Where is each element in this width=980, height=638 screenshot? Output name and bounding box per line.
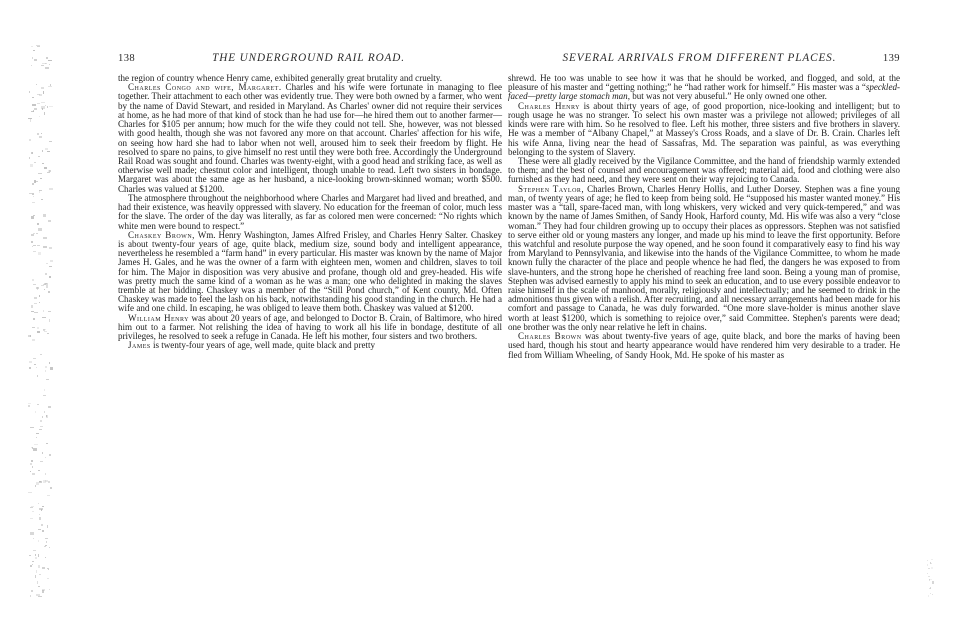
- scan-artifact-dot: [49, 362, 50, 363]
- scan-artifact-dot: [32, 193, 34, 195]
- scan-artifact-dot: [32, 473, 35, 475]
- scan-artifact-dot: [28, 405, 29, 408]
- scan-artifact-dot: [32, 246, 33, 247]
- scan-artifact-dot: [42, 530, 43, 532]
- scan-artifact-dot: [43, 329, 45, 330]
- scan-artifact-dot: [41, 524, 43, 526]
- scan-speckle-edge: [926, 558, 932, 598]
- running-head-title-right: SEVERAL ARRIVALS FROM DIFFERENT PLACES.: [562, 52, 837, 64]
- scan-artifact-dot: [930, 562, 931, 564]
- scan-artifact-dot: [39, 517, 41, 520]
- scan-artifact-dot: [31, 65, 32, 66]
- scan-artifact-dot: [34, 59, 37, 60]
- scan-artifact-dot: [33, 358, 36, 359]
- scan-artifact-dot: [38, 470, 40, 472]
- scan-artifact-dot: [30, 119, 31, 122]
- text-column-right: [508, 74, 900, 360]
- scan-artifact-dot: [46, 379, 49, 380]
- scan-artifact-dot: [28, 118, 32, 119]
- scan-artifact-dot: [36, 45, 40, 46]
- scan-artifact-dot: [28, 403, 30, 404]
- scan-artifact-dot: [41, 87, 44, 89]
- scan-artifact-dot: [45, 105, 47, 106]
- paragraph: Charles Brown was about twenty-five years of age, quite black, and bore the marks of having been used hard, though his stout and hearty appearance would have rendered him very desirable to a trader. He fled from William Wheeling, of Sandy Hook, Md. He spoke of his master as: [508, 331, 900, 360]
- scan-artifact-dot: [31, 234, 35, 236]
- scan-artifact-dot: [37, 46, 39, 47]
- scan-artifact-dot: [41, 65, 45, 67]
- scan-artifact-dot: [33, 215, 35, 217]
- scan-artifact-dot: [931, 563, 932, 564]
- scan-artifact-dot: [45, 63, 47, 64]
- scan-artifact-dot: [41, 102, 44, 103]
- scan-artifact-dot: [43, 284, 45, 285]
- scan-artifact-dot: [44, 389, 45, 391]
- scan-artifact-dot: [32, 279, 35, 280]
- scan-artifact-dot: [30, 595, 31, 597]
- scan-artifact-dot: [34, 444, 38, 445]
- scan-artifact-dot: [39, 429, 42, 430]
- scan-artifact-dot: [42, 163, 43, 164]
- scan-artifact-dot: [42, 567, 45, 570]
- running-head-right: [508, 50, 900, 66]
- scan-artifact-dot: [32, 339, 35, 340]
- scan-artifact-dot: [32, 327, 35, 328]
- scan-artifact-dot: [41, 199, 43, 201]
- scan-artifact-dot: [33, 251, 37, 252]
- scan-artifact-dot: [39, 94, 41, 96]
- scan-artifact-dot: [48, 170, 50, 172]
- scan-artifact-dot: [37, 223, 39, 225]
- scan-artifact-dot: [49, 454, 52, 456]
- scan-artifact-dot: [43, 237, 46, 239]
- scan-artifact-dot: [37, 404, 38, 405]
- scan-artifact-dot: [37, 375, 38, 376]
- scan-artifact-dot: [43, 395, 46, 396]
- scan-artifact-dot: [932, 594, 933, 595]
- paragraph: Charles Henry is about thirty years of age, of good proportion, nice-looking and intelligent; but to rough usage he was no stranger. To select his own master was a privilege not allowed; privileges of all kinds were rare with him. So he resolved to flee. Left his mother, three sisters and five brothers in slavery. He was a member of “Albany Chapel,” at Massey's Cross Roads, and a slave of Dr. B. Crain. Charles left his wife Anna, living near the head of Sassafras, Md. The separation was painful, as was everything belonging to the system of Slavery.: [508, 100, 900, 157]
- scan-artifact-dot: [42, 416, 43, 418]
- scan-artifact-dot: [44, 167, 47, 169]
- scan-artifact-dot: [929, 580, 930, 581]
- scan-artifact-dot: [45, 148, 48, 149]
- scan-artifact-dot: [32, 447, 33, 450]
- scan-artifact-dot: [928, 576, 930, 578]
- running-head-title-left: THE UNDERGROUND RAIL ROAD.: [212, 52, 405, 64]
- scan-artifact-dot: [48, 481, 49, 483]
- scan-artifact-dot: [39, 481, 40, 482]
- name-heading-smallcaps: Stephen Taylor,: [518, 183, 585, 194]
- scan-artifact-dot: [39, 190, 40, 193]
- scan-artifact-dot: [44, 411, 45, 412]
- paragraph: shrewd. He too was unable to see how it was that he should be worked, and flogged, and sold, at the pleasure of his master and “getting nothing;” he “had rather work for himself.” His master was a “speckled-faced—pretty large stomach man, but was not very abuseful.” He only owned one other.: [508, 73, 900, 102]
- italic-quoted-phrase: speckled-faced—pretty large stomach man: [508, 82, 900, 102]
- scan-artifact-dot: [32, 97, 34, 98]
- scan-artifact-dot: [930, 579, 931, 580]
- scan-artifact-dot: [47, 151, 50, 152]
- scan-artifact-dot: [38, 252, 41, 255]
- scan-artifact-dot: [36, 233, 37, 234]
- scan-artifact-dot: [929, 579, 931, 580]
- scan-artifact-dot: [43, 214, 46, 217]
- scan-artifact-dot: [38, 503, 39, 504]
- scan-artifact-dot: [37, 331, 39, 332]
- scan-artifact-dot: [45, 473, 46, 475]
- scan-artifact-dot: [30, 427, 34, 428]
- scan-artifact-dot: [49, 266, 52, 267]
- scan-artifact-dot: [33, 284, 36, 285]
- scan-artifact-dot: [45, 283, 47, 284]
- paragraph: These were all gladly received by the Vigilance Committee, and the hand of friendship warmly extended to them; and the best of counsel and encouragement was offered; material aid, food and clothing were also furnished as they had need, and they were sent on their way rejoicing to Canada.: [508, 155, 900, 185]
- scan-artifact-dot: [46, 541, 47, 543]
- scan-artifact-dot: [33, 50, 35, 51]
- scan-artifact-dot: [43, 310, 44, 311]
- scan-artifact-dot: [34, 297, 38, 299]
- scan-artifact-dot: [47, 495, 49, 496]
- scan-artifact-dot: [49, 106, 53, 107]
- scan-artifact-dot: [33, 196, 34, 197]
- scan-artifact-dot: [34, 303, 37, 304]
- scan-artifact-dot: [37, 245, 41, 246]
- scan-artifact-dot: [41, 133, 43, 134]
- scan-artifact-dot: [31, 460, 33, 462]
- scan-artifact-dot: [31, 305, 33, 308]
- scan-artifact-dot: [32, 104, 36, 106]
- scan-artifact-dot: [31, 311, 34, 312]
- scan-artifact-dot: [40, 178, 42, 179]
- scan-artifact-dot: [48, 60, 50, 61]
- scan-artifact-dot: [37, 133, 39, 134]
- scan-artifact-dot: [32, 57, 33, 59]
- scan-artifact-dot: [47, 106, 48, 108]
- scan-artifact-dot: [36, 287, 39, 289]
- scan-artifact-dot: [48, 60, 52, 61]
- scan-artifact-dot: [31, 590, 34, 592]
- scan-artifact-dot: [39, 136, 42, 138]
- scan-artifact-dot: [37, 287, 38, 289]
- scan-artifact-dot: [30, 463, 32, 465]
- scan-artifact-dot: [39, 514, 40, 515]
- scan-artifact-dot: [28, 335, 31, 337]
- scan-artifact-dot: [47, 578, 49, 579]
- scan-artifact-dot: [32, 202, 34, 204]
- scan-artifact-dot: [40, 426, 43, 427]
- scan-artifact-dot: [35, 485, 36, 487]
- scan-artifact-dot: [45, 273, 47, 275]
- scan-artifact-dot: [48, 406, 51, 408]
- scan-artifact-dot: [33, 550, 36, 551]
- scan-artifact-dot: [48, 311, 51, 313]
- paragraph: Chaskey Brown, Wm. Henry Washington, James Alfred Frisley, and Charles Henry Salter. Chaskey is about twenty-four years of age, quite black, medium size, sound body and intelligent appearance, nevertheless he resembled a “farm hand” in every particular. His master was known by the name of Major James H. Gales, and he was the owner of a farm with eighteen men, women and children, slaves to toil for him. The Major in disposition was very abusive and profane, though old and grey-headed. His wife was pretty much the same kind of a woman as he was a man; one who delighted in making the slaves tremble at her bidding. Chaskey was a member of the “Still Pond church,” of Kent county, Md. Often Chaskey was made to feel the lash on his back, notwithstanding his good standing in the church. He had a wife and one child. In escaping, he was obliged to leave them both. Chaskey was valued at $1200.: [118, 229, 502, 314]
- scan-artifact-dot: [29, 367, 32, 369]
- scan-artifact-dot: [28, 492, 32, 493]
- scan-artifact-dot: [38, 596, 42, 597]
- scan-artifact-dot: [35, 181, 38, 182]
- scan-artifact-dot: [29, 193, 32, 194]
- scan-artifact-dot: [39, 190, 41, 191]
- scan-artifact-dot: [45, 480, 48, 482]
- scan-artifact-dot: [46, 443, 48, 444]
- scan-artifact-dot: [31, 46, 32, 47]
- scan-artifact-dot: [46, 415, 47, 417]
- scan-artifact-dot: [35, 554, 36, 556]
- scan-artifact-dot: [38, 565, 40, 567]
- scan-artifact-dot: [47, 333, 49, 334]
- scan-artifact-dot: [45, 370, 46, 371]
- scan-artifact-dot: [44, 546, 46, 547]
- scan-artifact-dot: [49, 188, 52, 191]
- scan-artifact-dot: [43, 329, 45, 331]
- paragraph: Charles Congo and wife, Margaret. Charles and his wife were fortunate in managing to flee together. Their attachment to each other was evidently true. They were both owned by a farmer, who went by the name of David Stewart, and resided in Maryland. As Charles' owner did not require their services at home, as he had more of that kind of stock than he had use for—he hired them out to another farmer—Charles for $105 per annum; how much for the wife they could not tell. She, however, was not blessed with good health, though she was not favored any more on that account. Charles' affection for his wife, on seeing how hard she had to labor when not well, aroused him to seek their freedom by flight. He resolved to spare no pains, to give himself no rest until they were both free. Accordingly the Underground Rail Road was sought and found. Charles was twenty-eight, with a good head and striking face, as well as otherwise well made; chestnut color and intelligent, though unable to read. Left two sisters in bondage. Margaret was about the same age as her husband, a nice-looking brown-skinned woman; worth $500. Charles was valued at $1200.: [118, 82, 502, 194]
- scan-artifact-dot: [47, 172, 50, 173]
- scan-artifact-dot: [36, 437, 37, 438]
- scan-artifact-dot: [43, 480, 46, 482]
- scan-artifact-dot: [29, 139, 30, 142]
- paragraph: Stephen Taylor, Charles Brown, Charles Henry Hollis, and Luther Dorsey. Stephen was a fine young man, of twenty years of age; he fled to keep from being sold. He “supposed his master wanted money.” His master was a “tall, spare-faced man, with long whiskers, very wicked and very quick-tempered,” and was known by the name of James Smithen, of Sandy Hook, Harford county, Md. His wife was also a very “close woman.” They had four children growing up to occupy their places as oppressors. Stephen was not satisfied to serve either old or young masters any longer, and made up his mind to leave the first opportunity. Before this watchful and resolute purpose the way opened, and he soon found it comparatively easy to find his way from Maryland to Pennsylvania, and likewise into the hands of the Vigilance Committee, to whom he made known fully the character of the place and people whence he had fled, the dangers he was exposed to from slave-hunters, and the strong hope he cherished of reaching free land soon. Being a young man of promise, Stephen was advised earnestly to apply his mind to seek an education, and to use every possible endeavor to raise himself in the scale of manhood, morally, religiously and intellectually; and he seemed to drink in the admonitions thus given with a relish. After recruiting, and all necessary arrangements had been made for his comfort and passage to Canada, he was duly forwarded. “One more slave-holder is minus another slave worth at least $1200, which is something to rejoice over,” said Committee. Stephen's parents were dead; one brother was the only near relative he left in chains.: [508, 183, 901, 332]
- scan-artifact-dot: [31, 152, 33, 154]
- scan-artifact-dot: [48, 568, 49, 570]
- scan-artifact-dot: [31, 216, 34, 219]
- scan-artifact-dot: [30, 164, 33, 167]
- scan-artifact-dot: [49, 276, 51, 278]
- scan-artifact-dot: [38, 529, 41, 530]
- name-heading-smallcaps: Charles Congo and wife, Margaret.: [128, 82, 282, 93]
- scan-artifact-dot: [48, 291, 50, 294]
- paragraph: the region of country whence Henry came, exhibited generally great brutality and cruelty.: [118, 73, 442, 83]
- scan-artifact-dot: [928, 595, 929, 597]
- scan-artifact-dot: [32, 466, 33, 468]
- scan-speckle-gutter: [28, 40, 50, 600]
- scan-artifact-dot: [927, 573, 928, 574]
- scan-artifact-dot: [39, 302, 40, 303]
- scan-artifact-dot: [42, 590, 44, 593]
- scan-artifact-dot: [33, 245, 36, 247]
- scan-artifact-dot: [46, 285, 48, 288]
- scan-artifact-dot: [41, 285, 44, 286]
- scan-artifact-dot: [34, 312, 38, 313]
- scan-artifact-dot: [29, 157, 31, 160]
- scan-artifact-dot: [33, 110, 34, 113]
- scan-artifact-dot: [42, 63, 46, 64]
- scan-artifact-dot: [40, 461, 43, 462]
- scan-artifact-dot: [38, 228, 41, 231]
- paragraph: William Henry was about 20 years of age, and belonged to Doctor B. Crain, of Baltimore, who hired him out to a farmer. Not relishing the idea of having to work all his life in bondage, destitute of all privileges, he resolved to seek a refuge in Canada. He left his mother, four sisters and two brothers.: [118, 312, 502, 342]
- scan-artifact-dot: [31, 241, 32, 243]
- scan-artifact-dot: [32, 152, 33, 154]
- scan-artifact-dot: [45, 457, 46, 458]
- scan-artifact-dot: [42, 317, 45, 318]
- scan-artifact-dot: [929, 588, 931, 589]
- scan-artifact-dot: [42, 108, 44, 110]
- scan-artifact-dot: [42, 150, 43, 152]
- scan-artifact-dot: [46, 263, 49, 264]
- scan-artifact-dot: [30, 518, 34, 519]
- scan-artifact-dot: [36, 594, 40, 596]
- scan-artifact-dot: [42, 589, 45, 591]
- scan-artifact-dot: [49, 141, 52, 142]
- scan-artifact-dot: [31, 111, 34, 112]
- scan-artifact-dot: [29, 91, 31, 93]
- scan-artifact-dot: [38, 554, 39, 556]
- scan-artifact-dot: [29, 555, 31, 556]
- scan-artifact-dot: [38, 540, 39, 542]
- scan-artifact-dot: [32, 511, 34, 512]
- scan-artifact-dot: [30, 471, 31, 472]
- scan-artifact-dot: [927, 560, 928, 561]
- scan-artifact-dot: [44, 112, 45, 115]
- scan-artifact-dot: [30, 507, 33, 508]
- name-heading-smallcaps: Chaskey Brown,: [128, 229, 195, 240]
- name-heading-smallcaps: James: [128, 340, 151, 351]
- scan-artifact-dot: [34, 364, 36, 365]
- scan-artifact-dot: [45, 67, 48, 69]
- scan-artifact-dot: [49, 589, 50, 590]
- scan-artifact-dot: [48, 220, 51, 223]
- scan-artifact-dot: [33, 318, 35, 319]
- scan-artifact-dot: [930, 593, 931, 594]
- scan-artifact-dot: [927, 564, 928, 566]
- scan-artifact-dot: [37, 327, 39, 329]
- scan-artifact-dot: [32, 564, 33, 565]
- scan-artifact-dot: [30, 532, 33, 535]
- scan-artifact-dot: [34, 108, 37, 110]
- scan-artifact-dot: [33, 233, 35, 234]
- scan-artifact-dot: [41, 106, 45, 109]
- scan-artifact-dot: [45, 538, 47, 539]
- paragraph: The atmosphere throughout the neighborhood where Charles and Margaret had lived and breathed, and had their existence, was heavily oppressed with slavery. No education for the freeman of color, much less for the slave. The order of the day was literally, as far as colored men were concerned: “No rights which white men were bound to respect.”: [118, 192, 502, 231]
- scan-artifact-dot: [45, 366, 48, 368]
- scan-artifact-dot: [33, 538, 34, 539]
- scan-artifact-dot: [37, 94, 41, 95]
- scan-artifact-dot: [42, 506, 44, 507]
- scan-artifact-dot: [35, 557, 37, 559]
- running-head-left: [118, 50, 500, 66]
- scan-artifact-dot: [49, 547, 50, 548]
- name-heading-smallcaps: Charles Henry: [518, 100, 580, 111]
- scan-artifact-dot: [42, 452, 43, 454]
- scan-artifact-dot: [49, 247, 52, 249]
- scan-artifact-dot: [44, 283, 47, 286]
- scan-artifact-dot: [50, 487, 52, 489]
- scan-artifact-dot: [46, 57, 48, 59]
- scan-artifact-dot: [34, 162, 36, 164]
- scan-artifact-dot: [49, 319, 50, 322]
- scan-artifact-dot: [30, 565, 31, 567]
- scan-artifact-dot: [36, 570, 37, 573]
- scan-artifact-dot: [36, 84, 37, 85]
- name-heading-smallcaps: Charles Brown: [518, 331, 582, 342]
- scan-artifact-dot: [34, 180, 36, 183]
- scan-artifact-dot: [47, 525, 48, 528]
- scan-artifact-dot: [33, 448, 37, 451]
- scan-artifact-dot: [39, 481, 42, 484]
- scan-artifact-dot: [29, 361, 33, 363]
- paragraph: James is twenty-four years of age, well made, quite black and pretty: [128, 340, 376, 351]
- scan-artifact-dot: [47, 568, 48, 569]
- scan-artifact-dot: [45, 545, 48, 546]
- scan-artifact-dot: [46, 415, 48, 418]
- scan-artifact-dot: [43, 91, 45, 94]
- scan-artifact-dot: [36, 433, 38, 434]
- scan-artifact-dot: [50, 367, 53, 370]
- scan-artifact-dot: [44, 289, 45, 290]
- scan-artifact-dot: [39, 295, 40, 298]
- scan-artifact-dot: [49, 170, 51, 172]
- scan-artifact-dot: [931, 559, 932, 560]
- scan-artifact-dot: [32, 183, 34, 185]
- scan-artifact-dot: [40, 354, 41, 355]
- scan-artifact-dot: [40, 420, 42, 422]
- scan-artifact-dot: [38, 173, 41, 174]
- scan-artifact-dot: [39, 574, 40, 575]
- scan-artifact-dot: [31, 506, 35, 507]
- scan-artifact-dot: [931, 567, 932, 568]
- scan-artifact-dot: [31, 447, 33, 448]
- scan-artifact-dot: [35, 411, 36, 414]
- scan-artifact-dot: [930, 587, 931, 589]
- scan-artifact-dot: [38, 156, 39, 157]
- scan-artifact-dot: [37, 581, 38, 584]
- scan-artifact-dot: [32, 561, 33, 562]
- scan-artifact-dot: [43, 246, 47, 249]
- name-heading-smallcaps: William Henry: [128, 312, 190, 323]
- scan-artifact-dot: [50, 84, 52, 86]
- scan-artifact-dot: [39, 508, 43, 510]
- page-number-right: 139: [882, 53, 900, 64]
- scan-artifact-dot: [30, 335, 31, 337]
- scan-artifact-dot: [36, 367, 37, 368]
- scan-artifact-dot: [45, 557, 46, 558]
- scan-artifact-dot: [36, 482, 39, 485]
- scan-artifact-dot: [39, 116, 40, 117]
- scan-artifact-dot: [928, 568, 930, 569]
- scan-artifact-dot: [41, 509, 42, 510]
- scan-artifact-dot: [49, 64, 51, 65]
- text-column-left: [118, 74, 502, 351]
- scan-artifact-dot: [932, 581, 934, 583]
- page-number-left: 138: [118, 53, 136, 64]
- scan-artifact-dot: [48, 86, 52, 87]
- scan-artifact-dot: [35, 575, 36, 578]
- scan-artifact-dot: [38, 586, 40, 587]
- scan-artifact-dot: [44, 331, 47, 332]
- scan-artifact-dot: [37, 103, 39, 104]
- scan-artifact-dot: [50, 260, 53, 263]
